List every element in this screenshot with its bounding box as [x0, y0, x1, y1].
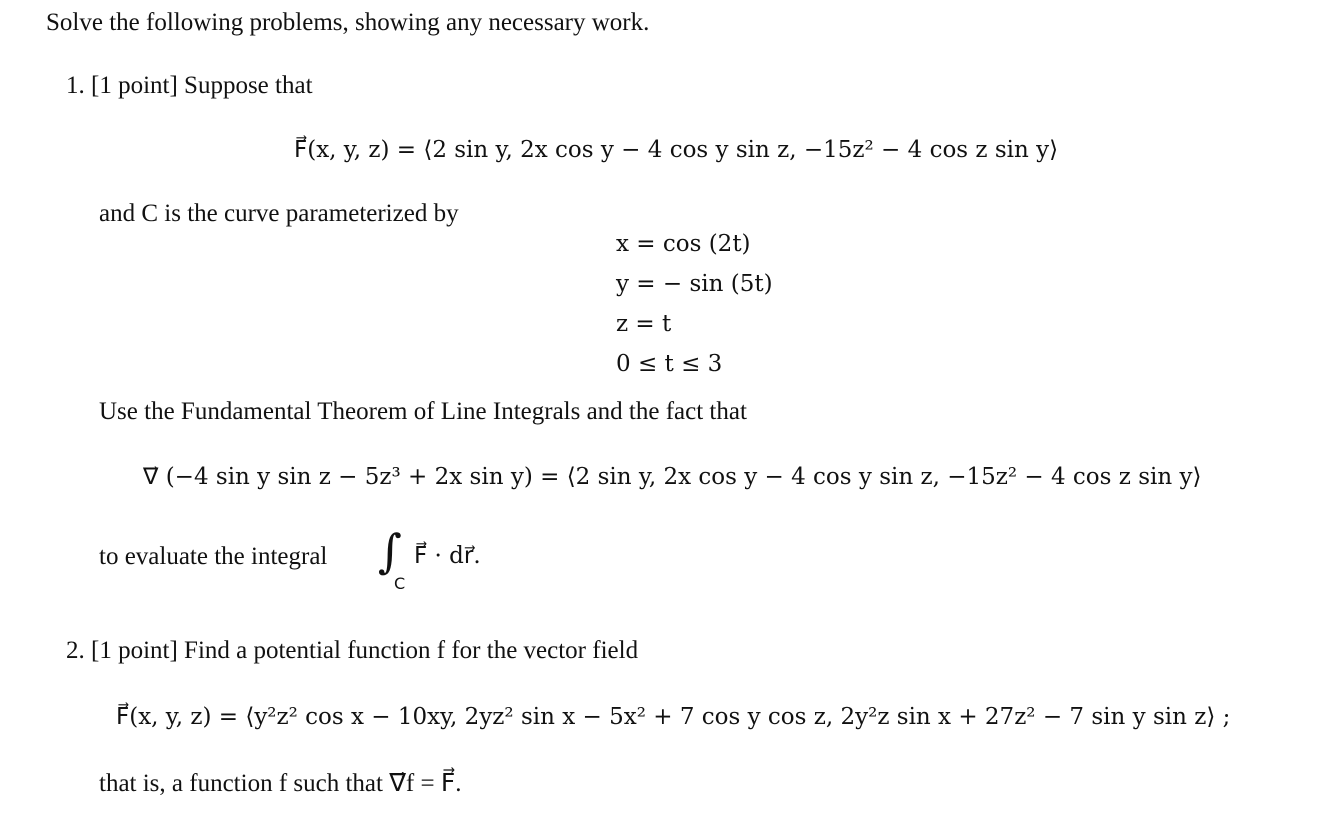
intro-text: Solve the following problems, showing any necessary work. — [46, 9, 650, 36]
problem-1-gradient-equation: ∇⃗ (−4 sin y sin z − 5z³ + 2x sin y) = ⟨2 sin y, 2x cos y − 4 cos y sin z, −15z² − 4 cos z sin y⟩ — [143, 464, 1202, 490]
integral-subscript: C — [394, 574, 406, 593]
problem-2-heading: 2. [1 point] Find a potential function f for the vector field — [66, 637, 639, 664]
problem-1-vector-field: F⃗(x, y, z) = ⟨2 sin y, 2x cos y − 4 cos y sin z, −15z² − 4 cos z sin y⟩ — [294, 137, 1059, 163]
problem-2-vector-field: F⃗(x, y, z) = ⟨y²z² cos x − 10xy, 2yz² sin x − 5x² + 7 cos y cos z, 2y²z sin x + 27z² − 7 sin y sin z⟩ ; — [116, 704, 1231, 730]
problem-1-evaluate-text: to evaluate the integral — [99, 543, 328, 570]
param-t-range: 0 ≤ t ≤ 3 — [616, 351, 723, 377]
problem-1-integrand: F⃗ · dr⃗. — [414, 543, 481, 569]
problem-1-theorem-text: Use the Fundamental Theorem of Line Integrals and the fact that — [99, 398, 747, 425]
integral-symbol: ∫ — [378, 524, 402, 578]
problem-1-curve-intro: and C is the curve parameterized by — [99, 200, 459, 227]
problem-2-conclusion: that is, a function f such that ∇⃗f = F⃗. — [99, 770, 462, 797]
param-x: x = cos (2t) — [616, 231, 751, 257]
problem-1-heading: 1. [1 point] Suppose that — [66, 72, 313, 99]
param-y: y = − sin (5t) — [616, 271, 773, 297]
param-z: z = t — [616, 311, 672, 337]
